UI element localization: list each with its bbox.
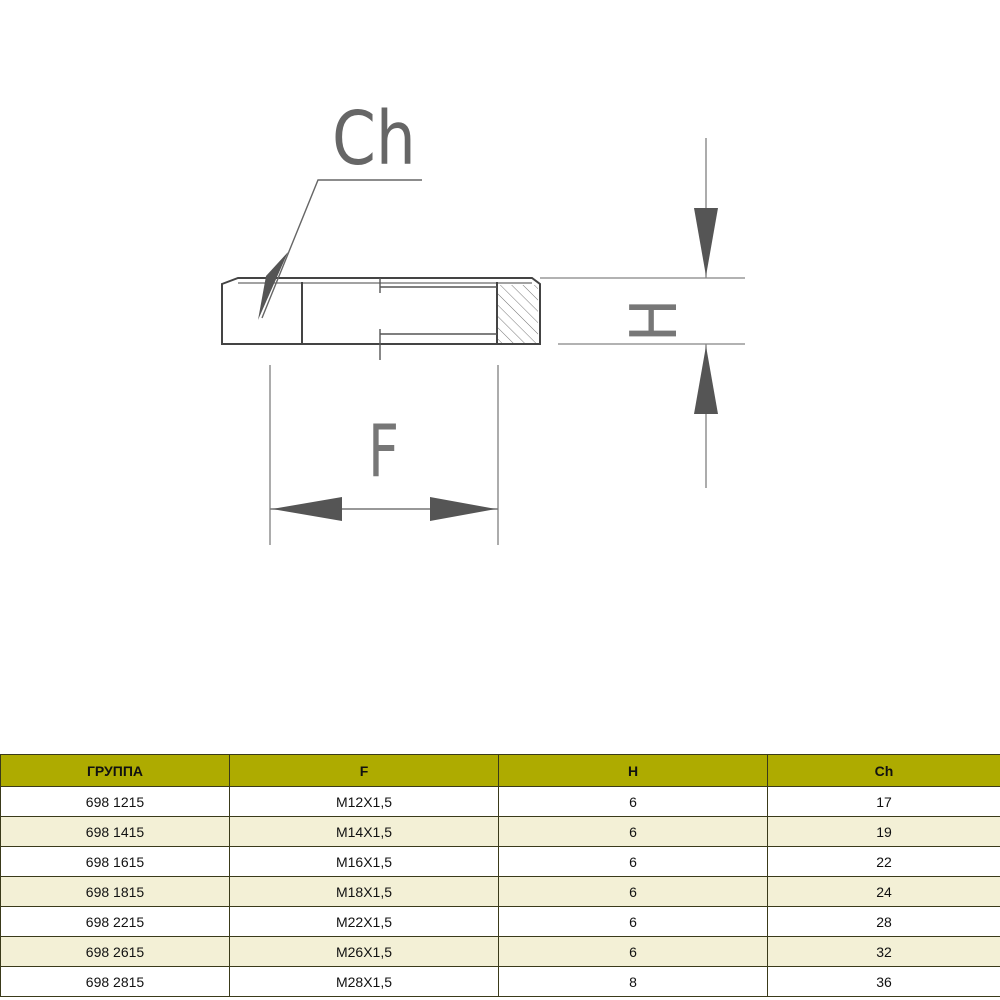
cell-f: M14X1,5 bbox=[230, 817, 499, 847]
cell-f: M16X1,5 bbox=[230, 847, 499, 877]
spec-table bbox=[0, 754, 1000, 997]
header-f: F bbox=[230, 755, 499, 787]
cell-group: 698 2615 bbox=[1, 937, 230, 967]
cell-h: 6 bbox=[499, 877, 768, 907]
cell-ch: 32 bbox=[768, 937, 1000, 967]
cell-group: 698 1815 bbox=[1, 877, 230, 907]
cell-f: M28X1,5 bbox=[230, 967, 499, 997]
cell-group: 698 2815 bbox=[1, 967, 230, 997]
table-row bbox=[1, 967, 1000, 997]
cell-ch: 17 bbox=[768, 787, 1000, 817]
cell-f: M26X1,5 bbox=[230, 937, 499, 967]
cell-ch: 24 bbox=[768, 877, 1000, 907]
table-row bbox=[1, 817, 1000, 847]
cell-h: 6 bbox=[499, 907, 768, 937]
table-row bbox=[1, 847, 1000, 877]
cell-f: M22X1,5 bbox=[230, 907, 499, 937]
header-group: ГРУППА bbox=[1, 755, 230, 787]
cell-ch: 22 bbox=[768, 847, 1000, 877]
header-ch: Ch bbox=[768, 755, 1000, 787]
table-row bbox=[1, 937, 1000, 967]
dimension-h bbox=[540, 138, 745, 488]
cell-group: 698 1615 bbox=[1, 847, 230, 877]
table-row bbox=[1, 907, 1000, 937]
cell-h: 6 bbox=[499, 937, 768, 967]
cell-h: 6 bbox=[499, 787, 768, 817]
cell-group: 698 1415 bbox=[1, 817, 230, 847]
label-h: H bbox=[617, 298, 692, 342]
cell-ch: 19 bbox=[768, 817, 1000, 847]
cell-ch: 36 bbox=[768, 967, 1000, 997]
label-ch: Ch bbox=[332, 96, 416, 183]
header-h: H bbox=[499, 755, 768, 787]
cell-ch: 28 bbox=[768, 907, 1000, 937]
table-row bbox=[1, 787, 1000, 817]
cell-f: M12X1,5 bbox=[230, 787, 499, 817]
cell-f: M18X1,5 bbox=[230, 877, 499, 907]
table-row bbox=[1, 877, 1000, 907]
hatched-section bbox=[498, 285, 538, 343]
table-header-row bbox=[1, 755, 1000, 787]
cell-group: 698 1215 bbox=[1, 787, 230, 817]
cell-h: 6 bbox=[499, 847, 768, 877]
cell-h: 8 bbox=[499, 967, 768, 997]
dimension-f bbox=[270, 365, 498, 545]
cell-h: 6 bbox=[499, 817, 768, 847]
label-f: F bbox=[368, 410, 400, 495]
cell-group: 698 2215 bbox=[1, 907, 230, 937]
